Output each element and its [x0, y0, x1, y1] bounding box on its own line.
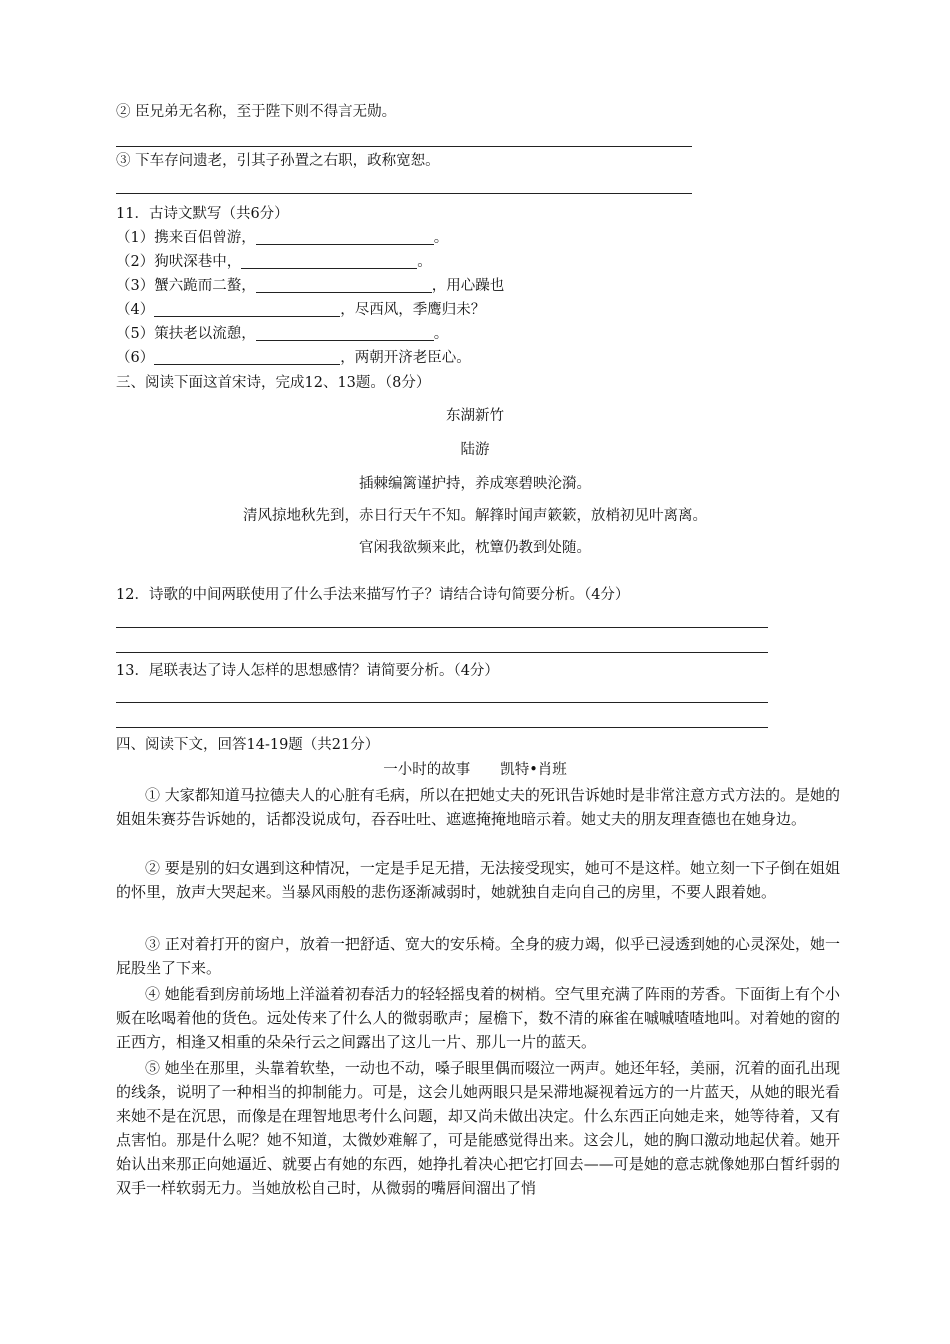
q11-item-3-prompt: （3）蟹六跪而二螯，: [116, 278, 256, 294]
fill-blank[interactable]: [256, 324, 434, 341]
q11-item-4-prompt: （4）: [116, 302, 155, 318]
fill-blank[interactable]: [256, 228, 434, 245]
q11-item-1-prompt: （1）携来百侣曾游，: [116, 230, 256, 246]
q11-item-3-suffix: ，用心躁也: [431, 278, 505, 294]
answer-line: [116, 727, 768, 728]
answer-line: [116, 627, 768, 628]
q11-item-6: [116, 348, 471, 368]
q11-item-3: [116, 276, 504, 296]
story-paragraph-3: ③ 正对着打开的窗户，放着一把舒适、宽大的安乐椅。全身的疲力竭，似乎已浸透到她的心灵深处，她一屁股坐了下来。: [116, 935, 840, 977]
q11-item-2: [116, 252, 432, 272]
q11-item-1-suffix: 。: [433, 230, 449, 246]
answer-line: [116, 146, 692, 147]
story-title: 一小时的故事: [383, 762, 471, 778]
q11-item-4-suffix: ，尽西风，季鹰归未？: [340, 302, 486, 318]
fill-blank[interactable]: [154, 348, 340, 365]
story-paragraph-4: ④ 她能看到房前场地上洋溢着初春活力的轻轻摇曳着的树梢。空气里充满了阵雨的芳香。下面街上有个小贩在吆喝着他的货色。远处传来了什么人的微弱歌声；屋檐下，数不清的麻雀在嘁嘁喳喳地叫。对着她的窗的正西方，相逢又相重的朵朵行云之间露出了这儿一片、那儿一片的蓝天。: [116, 985, 840, 1051]
answer-line: [116, 193, 692, 194]
q10-item-3: ③ 下车存问遗老，引其子孙置之右职，政称宽恕。: [116, 153, 440, 169]
q11-item-5-suffix: 。: [433, 326, 449, 342]
q10-item-2: ② 臣兄弟无名称，至于陛下则不得言无勋。: [116, 104, 397, 120]
q11-item-6-suffix: ，两朝开济老臣心。: [340, 350, 471, 366]
q11-item-2-prompt: （2）狗吠深巷中，: [116, 254, 242, 270]
section-4-title: 四、阅读下文，回答14-19题（共21分）: [116, 737, 380, 753]
poem-line-2: 清风掠地秋先到，赤日行天午不知。解箨时闻声簌簌，放梢初见叶离离。: [243, 508, 707, 524]
fill-blank[interactable]: [154, 300, 340, 317]
answer-line: [116, 652, 768, 653]
story-author: 凯特•肖班: [500, 762, 567, 778]
story-paragraph-1: ① 大家都知道马拉德夫人的心脏有毛病，所以在把她丈夫的死讯告诉她时是非常注意方式方法的。是她的姐姐朱赛芬告诉她的，话都没说成句，吞吞吐吐、遮遮掩掩地暗示着。她丈夫的朋友理查德也在她身边。: [116, 786, 840, 828]
q11-title: 11．古诗文默写（共6分）: [116, 206, 289, 222]
q11-item-2-suffix: 。: [417, 254, 432, 270]
story-paragraph-2: ② 要是别的妇女遇到这种情况，一定是手足无措，无法接受现实，她可不是这样。她立刻一下子倒在姐姐的怀里，放声大哭起来。当暴风雨般的悲伤逐渐减弱时，她就独自走向自己的房里，不要人跟着她。: [116, 859, 840, 901]
q11-item-1: [116, 228, 448, 248]
poem-author: 陆游: [460, 442, 490, 458]
question-13: 13．尾联表达了诗人怎样的思想感情？请简要分析。（4分）: [116, 663, 499, 679]
fill-blank[interactable]: [241, 252, 417, 269]
question-12: 12．诗歌的中间两联使用了什么手法来描写竹子？请结合诗句简要分析。（4分）: [116, 587, 630, 603]
answer-line: [116, 702, 768, 703]
poem-line-1: 插棘编篱谨护持，养成寒碧映沦漪。: [359, 476, 591, 492]
q11-item-5-prompt: （5）策扶老以流憩，: [116, 326, 256, 342]
poem-title: 东湖新竹: [446, 408, 504, 424]
q11-item-5: [116, 324, 448, 344]
q11-item-4: [116, 300, 485, 320]
story-heading: [0, 760, 950, 780]
section-3-title: 三、阅读下面这首宋诗，完成12、13题。（8分）: [116, 375, 431, 391]
story-paragraph-5: ⑤ 她坐在那里，头靠着软垫，一动也不动，嗓子眼里偶而啜泣一两声。她还年轻，美丽，沉着的面孔出现的线条，说明了一种相当的抑制能力。可是，这会儿她两眼只是呆滞地凝视着远方的一片蓝天，从她的眼光看来她不是在沉思，而像是在理智地思考什么问题，却又尚未做出决定。什么东西正向她走来，她等待着，又有点害怕。那是什么呢？她不知道，太微妙难解了，可是能感觉得出来。这会儿，她的胸口激动地起伏着。她开始认出来那正向她逼近、就要占有她的东西，她挣扎着决心把它打回去——可是她的意志就像她那白皙纤弱的双手一样软弱无力。当她放松自己时，从微弱的嘴唇间溜出了悄: [116, 1059, 840, 1197]
q11-item-6-prompt: （6）: [116, 350, 155, 366]
fill-blank[interactable]: [256, 276, 432, 293]
poem-line-3: 官闲我欲频来此，枕簟仍教到处随。: [359, 540, 591, 556]
